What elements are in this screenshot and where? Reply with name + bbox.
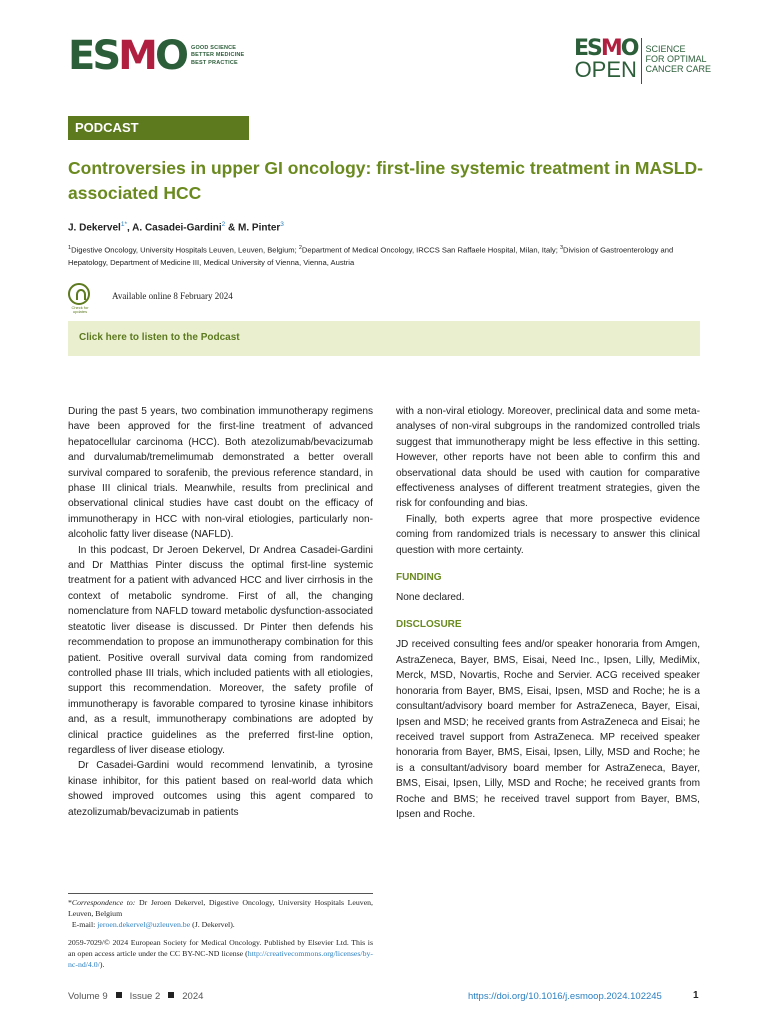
correspondence: *Correspondence to: Dr Jeroen Dekervel, Digestive Oncology, University Hospitals Leuven, Leuven, Belgium — [68, 898, 373, 918]
esmo-logo — [68, 33, 245, 79]
body-paragraph: During the past 5 years, two combination immunotherapy regimens have been approved for the first-line treatment of advanced hepatocellular carcinoma (HCC). Both atezolizumab/bevacizumab and durvalumab/tremelimumab demonstrated a better overall survival compared to sorafenib, the previous reference standard, in phase III clinical trials. Meanwhile, results from preclinical and observational clinical studies have cast doubt on the efficacy of immunotherapy in HCC with non-viral etiologies, particularly non-alcoholic fatty liver disease (NAFLD). — [68, 406, 373, 541]
funding-heading: FUNDING — [396, 572, 442, 584]
license-text: 2059-7029/© 2024 European Society for Medical Oncology. Published by Elsevier Ltd. This is an open access article under the CC BY-NC-ND license (http://creativecommons.org/licenses/by-nc-nd/4.0/). — [68, 938, 373, 969]
esmo-open-logo — [574, 38, 711, 84]
body-paragraph: Finally, both experts agree that more prospective evidence coming from randomized trials is necessary to answer this clinical question with more certainty. — [396, 513, 700, 556]
footnote — [68, 897, 373, 970]
author-name: M. Pinter — [238, 222, 281, 234]
disclosure-text: JD received consulting fees and/or speaker honoraria from Amgen, AstraZeneca, Bayer, BMS, Eisai, Need Inc., Ipsen, Lilly, MediMix, Merck, MSD, Novartis, Roche and Servier. ACG received speaker honoraria from Bayer, BMS, Eisai, Ipsen, MSD and Roche; he is a consultant/advisory board member for AstraZeneca, Bayer, Eisai, Ipsen and MSD; he received grants from AstraZeneca and Eisai; he received travel support from AstraZeneca. MP received speaker honoraria from Bayer, BMS, Eisai, Ipsen, Lilly, MSD and Roche; he is a consultant/advisory board member for AstraZeneca, Bayer, BMS, Eisai, Ipsen, Lilly, MSD and Roche; he received grants from Roche and BMS; he received travel support from Bayer, BMS, Ipsen and Roche. — [396, 639, 700, 820]
footer-volume-issue: Volume 9 Issue 2 2024 — [68, 991, 204, 1002]
available-online-date: Available online 8 February 2024 — [112, 291, 233, 301]
section-label: PODCAST — [68, 116, 249, 140]
podcast-link[interactable]: Click here to listen to the Podcast — [79, 332, 240, 343]
page-number: 1 — [693, 990, 699, 1001]
license-link[interactable]: http://creativecommons.org/licenses/by-nc-nd/4.0/ — [68, 949, 373, 969]
esmo-open-tagline: SCIENCE FOR OPTIMAL CANCER CARE — [645, 44, 712, 74]
author-name: A. Casadei-Gardini — [132, 222, 222, 234]
email-line: E-mail: jeroen.dekervel@uzleuven.be (J. Dekervel). — [71, 920, 235, 929]
check-for-updates-label: Check for updates — [71, 305, 89, 314]
body-paragraph: Dr Casadei-Gardini would recommend lenvatinib, a tyrosine kinase inhibitor, for this patient based on real-world data which showed improved outcomes using this agent compared to atezolizumab/bevacizumab in patients — [68, 760, 373, 818]
email-link[interactable]: jeroen.dekervel@uzleuven.be — [97, 920, 191, 929]
separator-square-icon — [168, 992, 174, 998]
funding-text: None declared. — [396, 592, 465, 604]
doi-link[interactable]: https://doi.org/10.1016/j.esmoop.2024.102245 — [468, 991, 662, 1002]
disclosure-heading: DISCLOSURE — [396, 619, 462, 631]
body-paragraph: with a non-viral etiology. Moreover, preclinical data and some meta-analyses of non-viral subgroups in the randomized controlled trials suggest that immunotherapy might be less effective in this setting. However, other reports have not been able to confirm this and observational data should be used with caution for comparative effectiveness analyses of different treatment strategies, given the risk for confounding and bias. — [396, 406, 700, 510]
esmo-logo-wordmark: ESMO — [68, 33, 186, 79]
affiliations: $^1$Digestive Oncology, University Hospitals Leuven, Leuven, Belgium; $^2$Department of Medical Oncology, IRCCS San Raffaele Hospital, Milan, Italy; $^3$Division of Gastroenterology and Hepatology, Department of Medicine III, Medical University of Vienna, Vienna, Austria — [68, 245, 674, 267]
esmo-open-wordmark: ESMO — [574, 36, 638, 61]
article-title: Controversies in upper GI oncology: first-line systemic treatment in MASLD-associated HCC — [68, 158, 703, 203]
author-name: J. Dekervel — [68, 222, 121, 234]
author-affiliation-ref[interactable]: 1* — [120, 221, 127, 228]
esmo-open-word: OPEN — [574, 57, 637, 82]
footnote-divider — [68, 893, 373, 894]
check-for-updates-icon[interactable] — [68, 283, 90, 305]
body-paragraph: In this podcast, Dr Jeroen Dekervel, Dr Andrea Casadei-Gardini and Dr Matthias Pinter discuss the optimal first-line systemic treatment for a patient with advanced HCC and liver cirrhosis in the context of metabolic syndrome. First of all, the changing nomenclature from NAFLD toward metabolic dysfunction-associated steatotic liver disease is discussed. Dr Pinter then defends his recommendation to propose an immunotherapy combination for this patient. Positive overall survival data coming from randomized controlled phase III trials, which included patients with all etiologies, support this recommendation. Moreover, the safety profile of immunotherapy is favorable compared to tyrosine kinase inhibitors and, as a result, immunotherapy combinations are adopted by clinical practice guidelines as the preferred first-line option, regardless of liver disease etiology. — [68, 544, 373, 756]
author-affiliation-ref[interactable]: 3 — [280, 221, 284, 228]
body-column-left — [68, 404, 373, 820]
author-list: J. Dekervel$^{1*}$, A. Casadei-Gardini$^2$ & M. Pinter$^3$ — [68, 221, 284, 234]
author-affiliation-ref[interactable]: 2 — [221, 221, 226, 228]
separator-square-icon — [116, 992, 122, 998]
esmo-logo-tagline: GOOD SCIENCE BETTER MEDICINE BEST PRACTICE — [190, 44, 245, 66]
logo-divider — [641, 38, 642, 84]
body-column-right — [396, 404, 700, 822]
